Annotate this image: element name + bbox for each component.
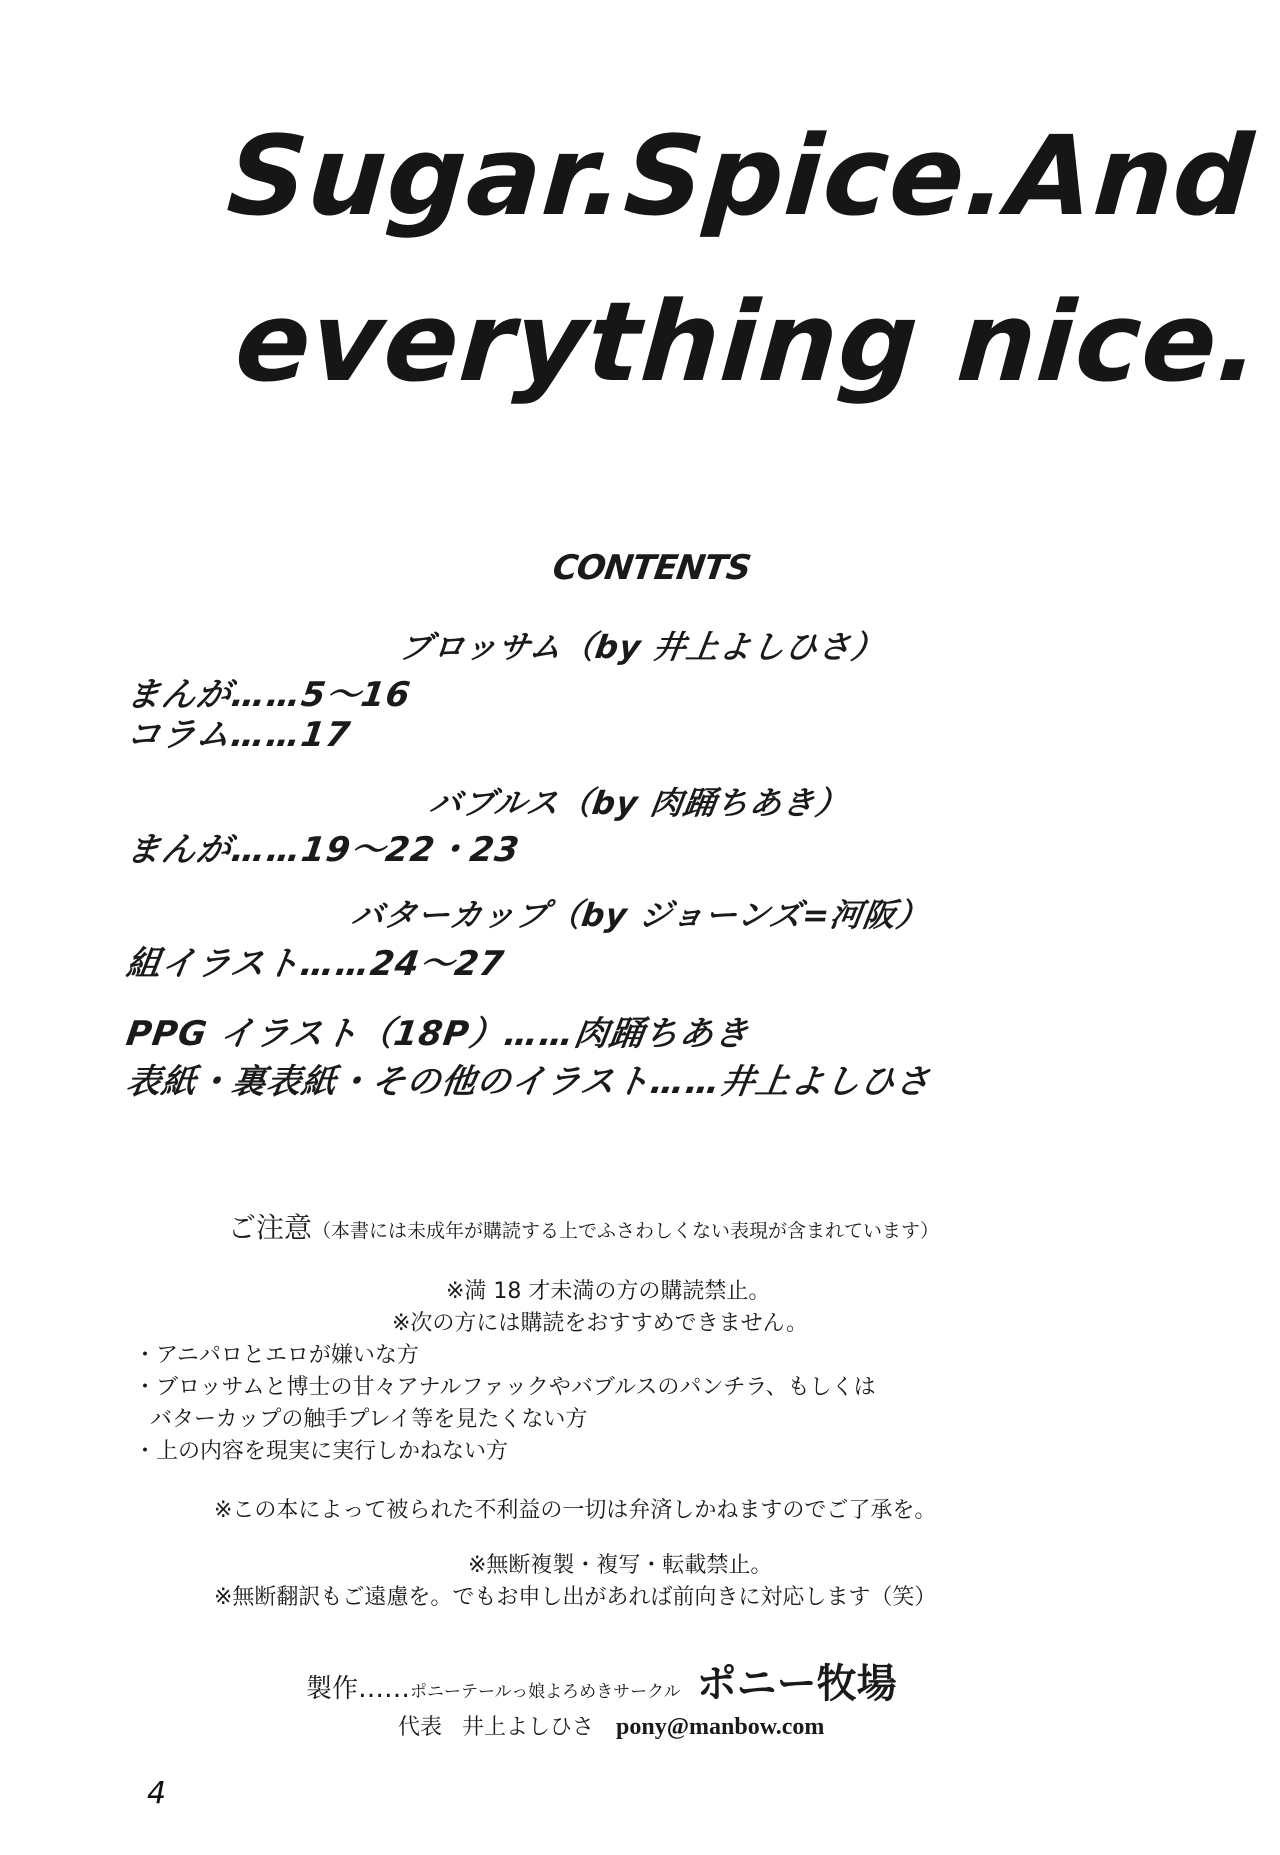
credits-line — [306, 1652, 897, 1709]
credits-circle-name: ポニーテールっ娘よろめきサークル — [410, 1682, 681, 1702]
notice-bullet-2a: ・ブロッサムと博士の甘々アナルファックやバブルスのパンチラ、もしくは — [134, 1375, 876, 1400]
notice-not-recommended: ※次の方には購読をおすすめできません。 — [392, 1311, 808, 1336]
covers-illust-entry: 表紙・裏表紙・その他のイラスト……井上よしひさ — [123, 1062, 934, 1102]
notice-header — [228, 1206, 939, 1246]
credits-rep-line — [398, 1710, 824, 1741]
notice-bullet-3: ・上の内容を現実に実行しかねない方 — [134, 1439, 509, 1464]
notice-title: ご注意 — [228, 1211, 313, 1244]
bubbles-heading: バブルス（by 肉踊ちあき） — [427, 784, 852, 822]
blossom-heading: ブロッサム（by 井上よしひさ） — [397, 628, 888, 666]
credits-brand: ポニー牧場 — [696, 1661, 897, 1707]
notice-bullet-1: ・アニパロとエロが嫌いな方 — [134, 1343, 419, 1368]
title-line-1: Sugar.Spice.And — [223, 112, 1258, 240]
notice-translation: ※無断翻訳もご遠慮を。でもお申し出があれば前向きに対応します（笑） — [214, 1585, 937, 1610]
bubbles-manga-entry: まんが……19～22・23 — [123, 830, 523, 870]
contents-heading: CONTENTS — [550, 548, 753, 588]
credits-rep-name: 井上よしひさ — [462, 1715, 595, 1740]
notice-bullet-2b: バターカップの触手プレイ等を見たくない方 — [150, 1407, 588, 1432]
blossom-column-entry: コラム……17 — [123, 715, 354, 755]
credits-email: pony@manbow.com — [616, 1714, 825, 1740]
buttercup-heading: バターカップ（by ジョーンズ=河阪） — [349, 896, 932, 934]
credits-label: 製作…… — [306, 1674, 411, 1704]
buttercup-illust-entry: 組イラスト……24～27 — [123, 944, 507, 984]
notice-age-limit: ※満 18 才未満の方の購読禁止。 — [446, 1279, 771, 1304]
notice-copyright: ※無断複製・複写・転載禁止。 — [468, 1553, 773, 1578]
notice-subtitle: （本書には未成年が購読する上でふさわしくない表現が含まれています） — [312, 1220, 940, 1242]
page-number: 4 — [147, 1776, 167, 1811]
notice-disclaimer: ※この本によって被られた不利益の一切は弁済しかねますのでご了承を。 — [214, 1498, 937, 1523]
ppg-illust-entry: PPG イラスト（18P）……肉踊ちあき — [123, 1014, 753, 1054]
title-line-2: everything nice. — [231, 278, 1265, 406]
credits-rep-label: 代表 — [398, 1715, 443, 1740]
blossom-manga-entry: まんが……5～16 — [123, 675, 414, 715]
